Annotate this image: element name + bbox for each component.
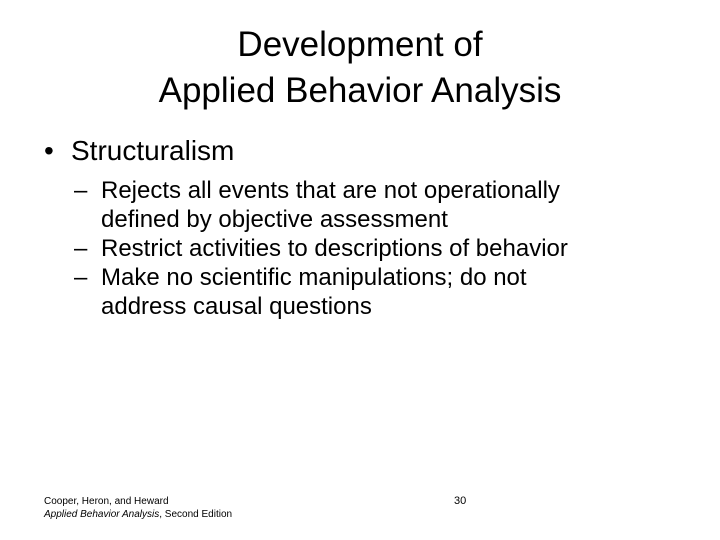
sub-bullet-text: Make no scientific manipulations; do not address causal questions [101, 264, 527, 320]
footer-edition: , Second Edition [159, 509, 233, 520]
footer-citation [44, 495, 232, 521]
title-line-2: Applied Behavior Analysis [158, 71, 562, 110]
sub-bullet-item [74, 263, 694, 321]
sub-bullet-text: Restrict activities to descriptions of behavior [101, 235, 568, 262]
dash-symbol: – [74, 235, 88, 262]
sub-bullet-item [74, 234, 694, 263]
bullet-symbol: • [44, 135, 54, 166]
sub-bullet-list [74, 176, 694, 321]
page-number: 30 [454, 495, 467, 507]
footer-book-line [44, 508, 232, 521]
footer-book-title: Applied Behavior Analysis [44, 509, 160, 520]
bullet-structuralism [44, 132, 234, 170]
bullet-label: Structuralism [71, 135, 235, 166]
sub-bullet-text: Rejects all events that are not operationally defined by objective assessment [101, 177, 560, 233]
sub-bullet-item [74, 176, 694, 234]
title-line-1: Development of [237, 25, 483, 64]
footer-authors: Cooper, Heron, and Heward [44, 496, 169, 507]
dash-symbol: – [74, 264, 88, 291]
dash-symbol: – [74, 177, 88, 204]
slide-title [60, 22, 660, 114]
